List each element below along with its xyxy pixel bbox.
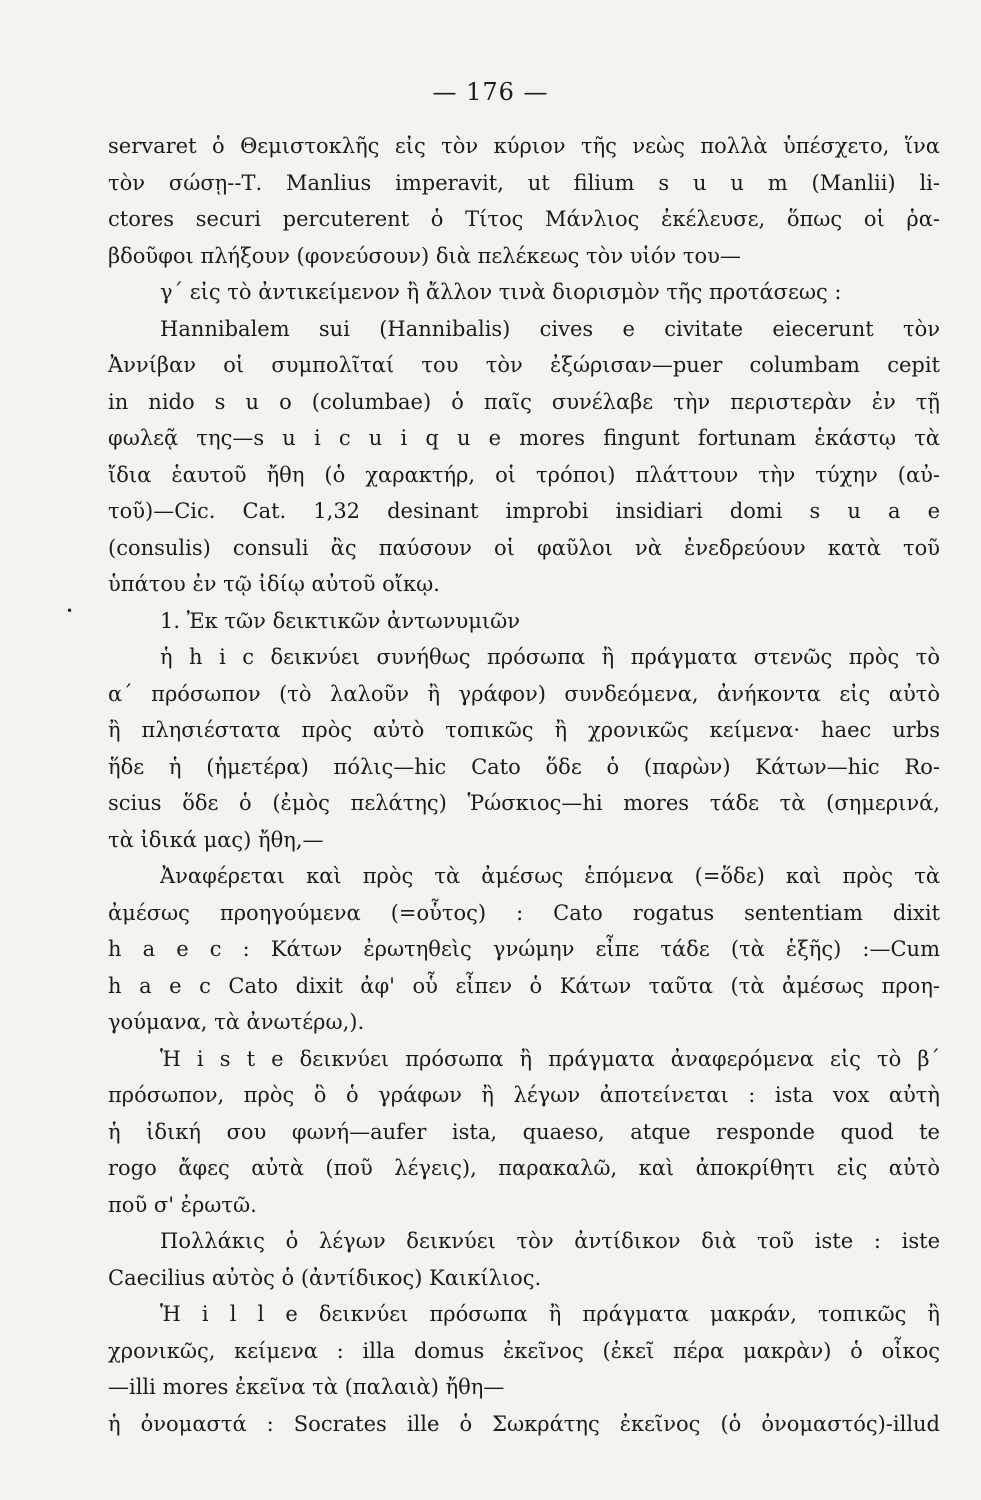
text-line: Hannibalem sui (Hannibalis) cives e civitate eiecerunt τὸν	[160, 316, 940, 341]
text-line: in nido s u o (columbae) ὁ παῖς συνέλαβε τὴν περιστερὰν ἐν τῇ	[108, 389, 940, 414]
text-line: ἡ h i c δεικνύει συνήθως πρόσωπα ἢ πράγματα στενῶς πρὸς τὸ	[160, 645, 940, 669]
text-line: —illi mores ἐκεῖνα τὰ (παλαιὰ) ἤθη—	[108, 1375, 505, 1399]
text-line: rogo ἄφες αὐτὰ (ποῦ λέγεις), παρακαλῶ, καὶ ἀποκρίθητι εἰς αὐτὸ	[108, 1156, 940, 1180]
text-line: πρόσωπον, πρὸς ὃ ὁ γράφων ἢ λέγων ἀποτείνεται : ista vox αὐτὴ	[108, 1083, 940, 1107]
text-line: Caecilius αὐτὸς ὁ (ἀντίδικος) Καικίλιος.	[108, 1265, 542, 1290]
page-number: — 176 —	[432, 78, 549, 106]
body-text	[108, 128, 940, 1442]
text-line: h a e c : Κάτων ἐρωτηθεὶς γνώμην εἶπε τάδε (τὰ ἑξῆς) :—Cum	[108, 937, 940, 961]
text-line: ἀμέσως προηγούμενα (=οὗτος) : Cato rogatus sententiam dixit	[108, 900, 940, 925]
margin-dot: •	[66, 604, 74, 618]
text-line: Πολλάκις ὁ λέγων δεικνύει τὸν ἀντίδικον διὰ τοῦ iste : iste	[160, 1229, 940, 1253]
text-line: ctores securi percuterent ὁ Τίτος Μάνλιος ἐκέλευσε, ὅπως οἱ ῥα-	[108, 207, 940, 231]
text-line: ἢ πλησιέστατα πρὸς αὐτὸ τοπικῶς ἢ χρονικῶς κείμενα· haec urbs	[108, 718, 940, 742]
text-line: βδοῦφοι πλήξουν (φονεύσουν) διὰ πελέκεως τὸν υἱόν του—	[108, 243, 741, 268]
text-line: τὰ ἰδικά μας) ἤθη,—	[108, 827, 324, 852]
text-line: χρονικῶς, κείμενα : illa domus ἐκεῖνος (ἐκεῖ πέρα μακρὰν) ὁ οἶκος	[108, 1338, 940, 1363]
text-line: ὑπάτου ἐν τῷ ἰδίῳ αὐτοῦ οἴκῳ.	[108, 572, 440, 596]
text-line: Ἡ i l l e δεικνύει πρόσωπα ἢ πράγματα μακράν, τοπικῶς ἢ	[160, 1302, 940, 1326]
text-line: (consulis) consuli ἂς παύσουν οἱ φαῦλοι νὰ ἐνεδρεύουν κατὰ τοῦ	[108, 535, 940, 560]
text-line: ποῦ σ' ἐρωτῶ.	[108, 1192, 257, 1217]
text-line: φωλεᾷ της—s u i c u i q u e mores fingunt fortunam ἑκάστῳ τὰ	[108, 426, 940, 450]
text-line: scius ὅδε ὁ (ἐμὸς πελάτης) Ῥώσκιος—hi mores τάδε τὰ (σημερινά,	[108, 791, 940, 815]
text-line: 1. Ἐκ τῶν δεικτικῶν ἀντωνυμιῶν	[160, 608, 521, 633]
text-line: h a e c Cato dixit ἀφ' οὗ εἶπεν ὁ Κάτων ταῦτα (τὰ ἀμέσως προη-	[108, 973, 940, 998]
text-line: ἡ ἰδική σου φωνή—aufer ista, quaeso, atque responde quod te	[108, 1119, 940, 1144]
text-line: Ἡ i s t e δεικνύει πρόσωπα ἢ πράγματα ἀναφερόμενα εἰς τὸ β΄	[160, 1046, 940, 1071]
text-line: Ἀναφέρεται καὶ πρὸς τὰ ἀμέσως ἑπόμενα (=ὅδε) καὶ πρὸς τὰ	[160, 864, 940, 888]
text-line: α΄ πρόσωπον (τὸ λαλοῦν ἢ γράφον) συνδεόμενα, ἀνήκοντα εἰς αὐτὸ	[108, 681, 940, 706]
text-line: γ΄ εἰς τὸ ἀντικείμενον ἢ ἄλλον τινὰ διορισμὸν τῆς προτάσεως :	[160, 280, 842, 304]
text-line: τοῦ)—Cic. Cat. 1,32 desinant improbi insidiari domi s u a e	[108, 499, 940, 523]
text-line: ἴδια ἑαυτοῦ ἤθη (ὁ χαρακτήρ, οἱ τρόποι) πλάττουν τὴν τύχην (αὐ-	[108, 462, 940, 487]
text-line: ἡ ὀνομαστά : Socrates ille ὁ Σωκράτης ἐκεῖνος (ὁ ὀνομαστός)-illud	[108, 1411, 940, 1436]
text-line: τὸν σώσῃ--Τ. Manlius imperavit, ut filium s u u m (Manlii) li-	[108, 170, 940, 195]
text-line: servaret ὁ Θεμιστοκλῆς εἰς τὸν κύριον τῆς νεὼς πολλὰ ὑπέσχετο, ἵνα	[108, 134, 940, 158]
text-line: γούμανα, τὰ ἀνωτέρω,).	[108, 1010, 365, 1034]
text-line: Ἀννίβαν οἱ συμπολῖταί του τὸν ἐξώρισαν—puer columbam cepit	[108, 353, 940, 377]
text-line: ἥδε ἡ (ἡμετέρα) πόλις—hic Cato ὅδε ὁ (παρὼν) Κάτων—hic Ro-	[108, 754, 940, 779]
